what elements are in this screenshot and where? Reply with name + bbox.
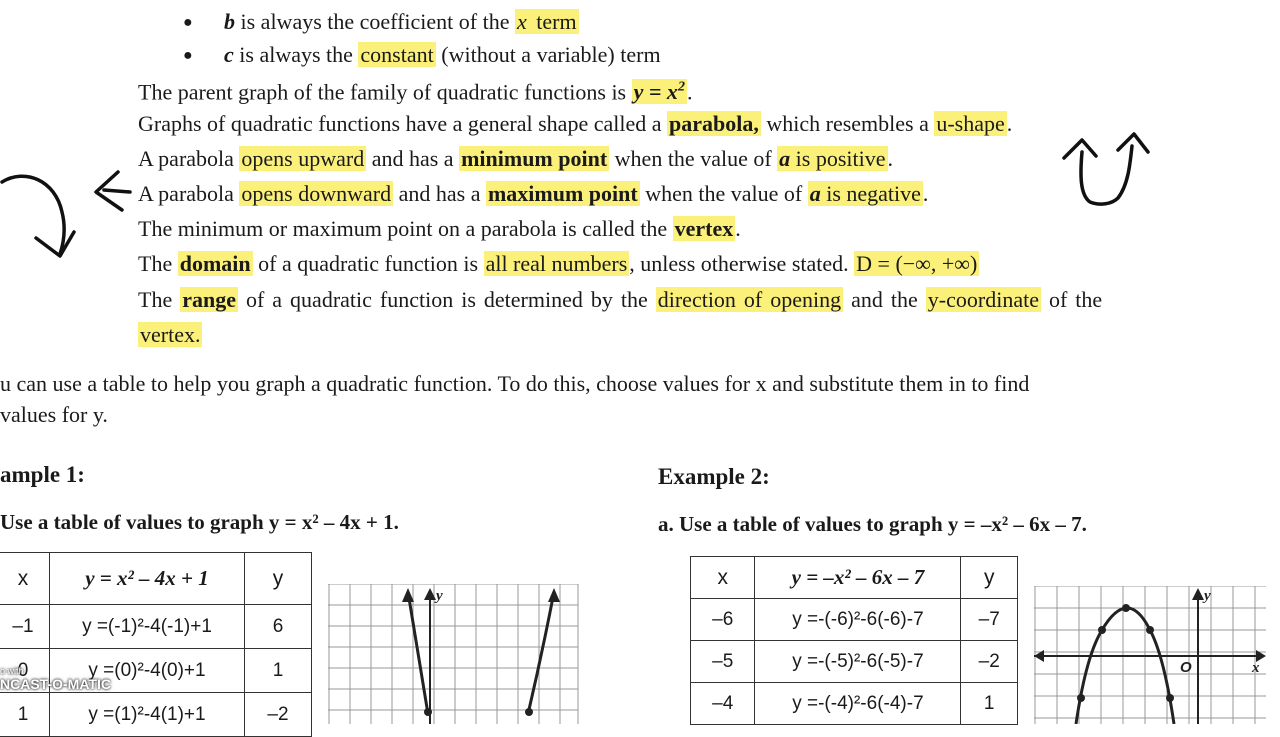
example2-graph — [1034, 586, 1274, 724]
parabola1-left — [408, 592, 428, 714]
example2-table — [690, 556, 1018, 725]
graph1-point — [525, 708, 533, 716]
graph2-point — [1098, 626, 1106, 634]
bullet-c-line: c is always the constant (without a variable) term — [224, 42, 661, 67]
screencast-watermark: o with NCAST-O-MATIC — [0, 666, 111, 692]
parent-graph-line: The parent graph of the family of quadratic functions is $y = x^2$. — [138, 79, 693, 105]
table-header-y: y — [245, 553, 312, 605]
var-c: c — [224, 42, 234, 67]
table-header-x: x — [0, 553, 50, 605]
pointer-arrow-tail — [104, 190, 130, 192]
table-row: –4 y =-(-4)²-6(-4)-7 1 — [691, 683, 1018, 725]
u-arrow-left — [1064, 140, 1096, 158]
graph1-y-label: y — [436, 588, 443, 604]
bullet-dot: ● — [183, 47, 193, 64]
range-line: The range of a quadratic function is determined by the direction of opening and the y-coordinate of the — [138, 287, 1103, 312]
down-curve-arrow — [2, 176, 64, 254]
pointer-arrow — [96, 172, 122, 210]
graph2-point — [1146, 626, 1154, 634]
domain-line: The domain of a quadratic function is all real numbers, unless otherwise stated. D = (−∞, +∞) — [138, 251, 978, 276]
graph2-x-label: x — [1252, 660, 1260, 676]
example1-table — [0, 552, 312, 737]
table-header-eq: y = x² – 4x + 1 — [50, 553, 245, 605]
table-row: –1 y =(-1)²-4(-1)+1 6 — [0, 605, 312, 649]
opens-downward-line: A parabola opens downward and has a maximum point when the value of a is negative. — [138, 181, 929, 206]
bullet-b-line: b is always the coefficient of the x term — [224, 9, 577, 34]
example1-subtitle: Use a table of values to graph y = x² – 4x + 1. — [0, 510, 399, 534]
table-row: –5 y =-(-5)²-6(-5)-7 –2 — [691, 641, 1018, 683]
opens-upward-line: A parabola opens upward and has a minimum point when the value of a is positive. — [138, 146, 894, 171]
parabola1-right — [528, 592, 554, 714]
intro-line-1: u can use a table to help you graph a quadratic function. To do this, choose values for x and substitute them in to find — [0, 371, 1030, 396]
table-row: 1 y =(1)²-4(1)+1 –2 — [0, 693, 312, 737]
table-row: –6 y =-(-6)²-6(-6)-7 –7 — [691, 599, 1018, 641]
shape-line: Graphs of quadratic functions have a general shape called a parabola, which resembles a u-shape. — [138, 111, 1013, 136]
table-header-x: x — [691, 557, 755, 599]
table-header-y: y — [961, 557, 1018, 599]
down-curve-arrowhead — [36, 232, 74, 256]
graph1-point — [424, 708, 432, 716]
example2-title: Example 2: — [658, 464, 770, 489]
u-arrow-right — [1118, 134, 1148, 152]
var-b: b — [224, 9, 235, 34]
intro-line-2: values for y. — [0, 402, 108, 427]
example2-subtitle: a. Use a table of values to graph y = –x² – 6x – 7. — [658, 512, 1087, 536]
graph2-point — [1166, 694, 1174, 702]
graph2-origin-label: O — [1180, 659, 1192, 676]
example1-title: ample 1: — [0, 462, 85, 487]
range-line-2: vertex. — [140, 322, 201, 347]
graph2-point — [1077, 694, 1085, 702]
parabola2 — [1076, 608, 1174, 724]
u-shape-drawing — [1081, 146, 1132, 204]
graph2-y-label: y — [1204, 588, 1211, 604]
table-row: 0 y =(0)²-4(0)+1 1 — [0, 649, 312, 693]
graph2-point — [1122, 604, 1130, 612]
example1-graph — [328, 584, 580, 724]
bullet-dot: ● — [183, 14, 193, 31]
var-x: x — [517, 9, 527, 34]
table-header-eq: y = –x² – 6x – 7 — [755, 557, 961, 599]
vertex-line: The minimum or maximum point on a parabola is called the vertex. — [138, 216, 741, 241]
